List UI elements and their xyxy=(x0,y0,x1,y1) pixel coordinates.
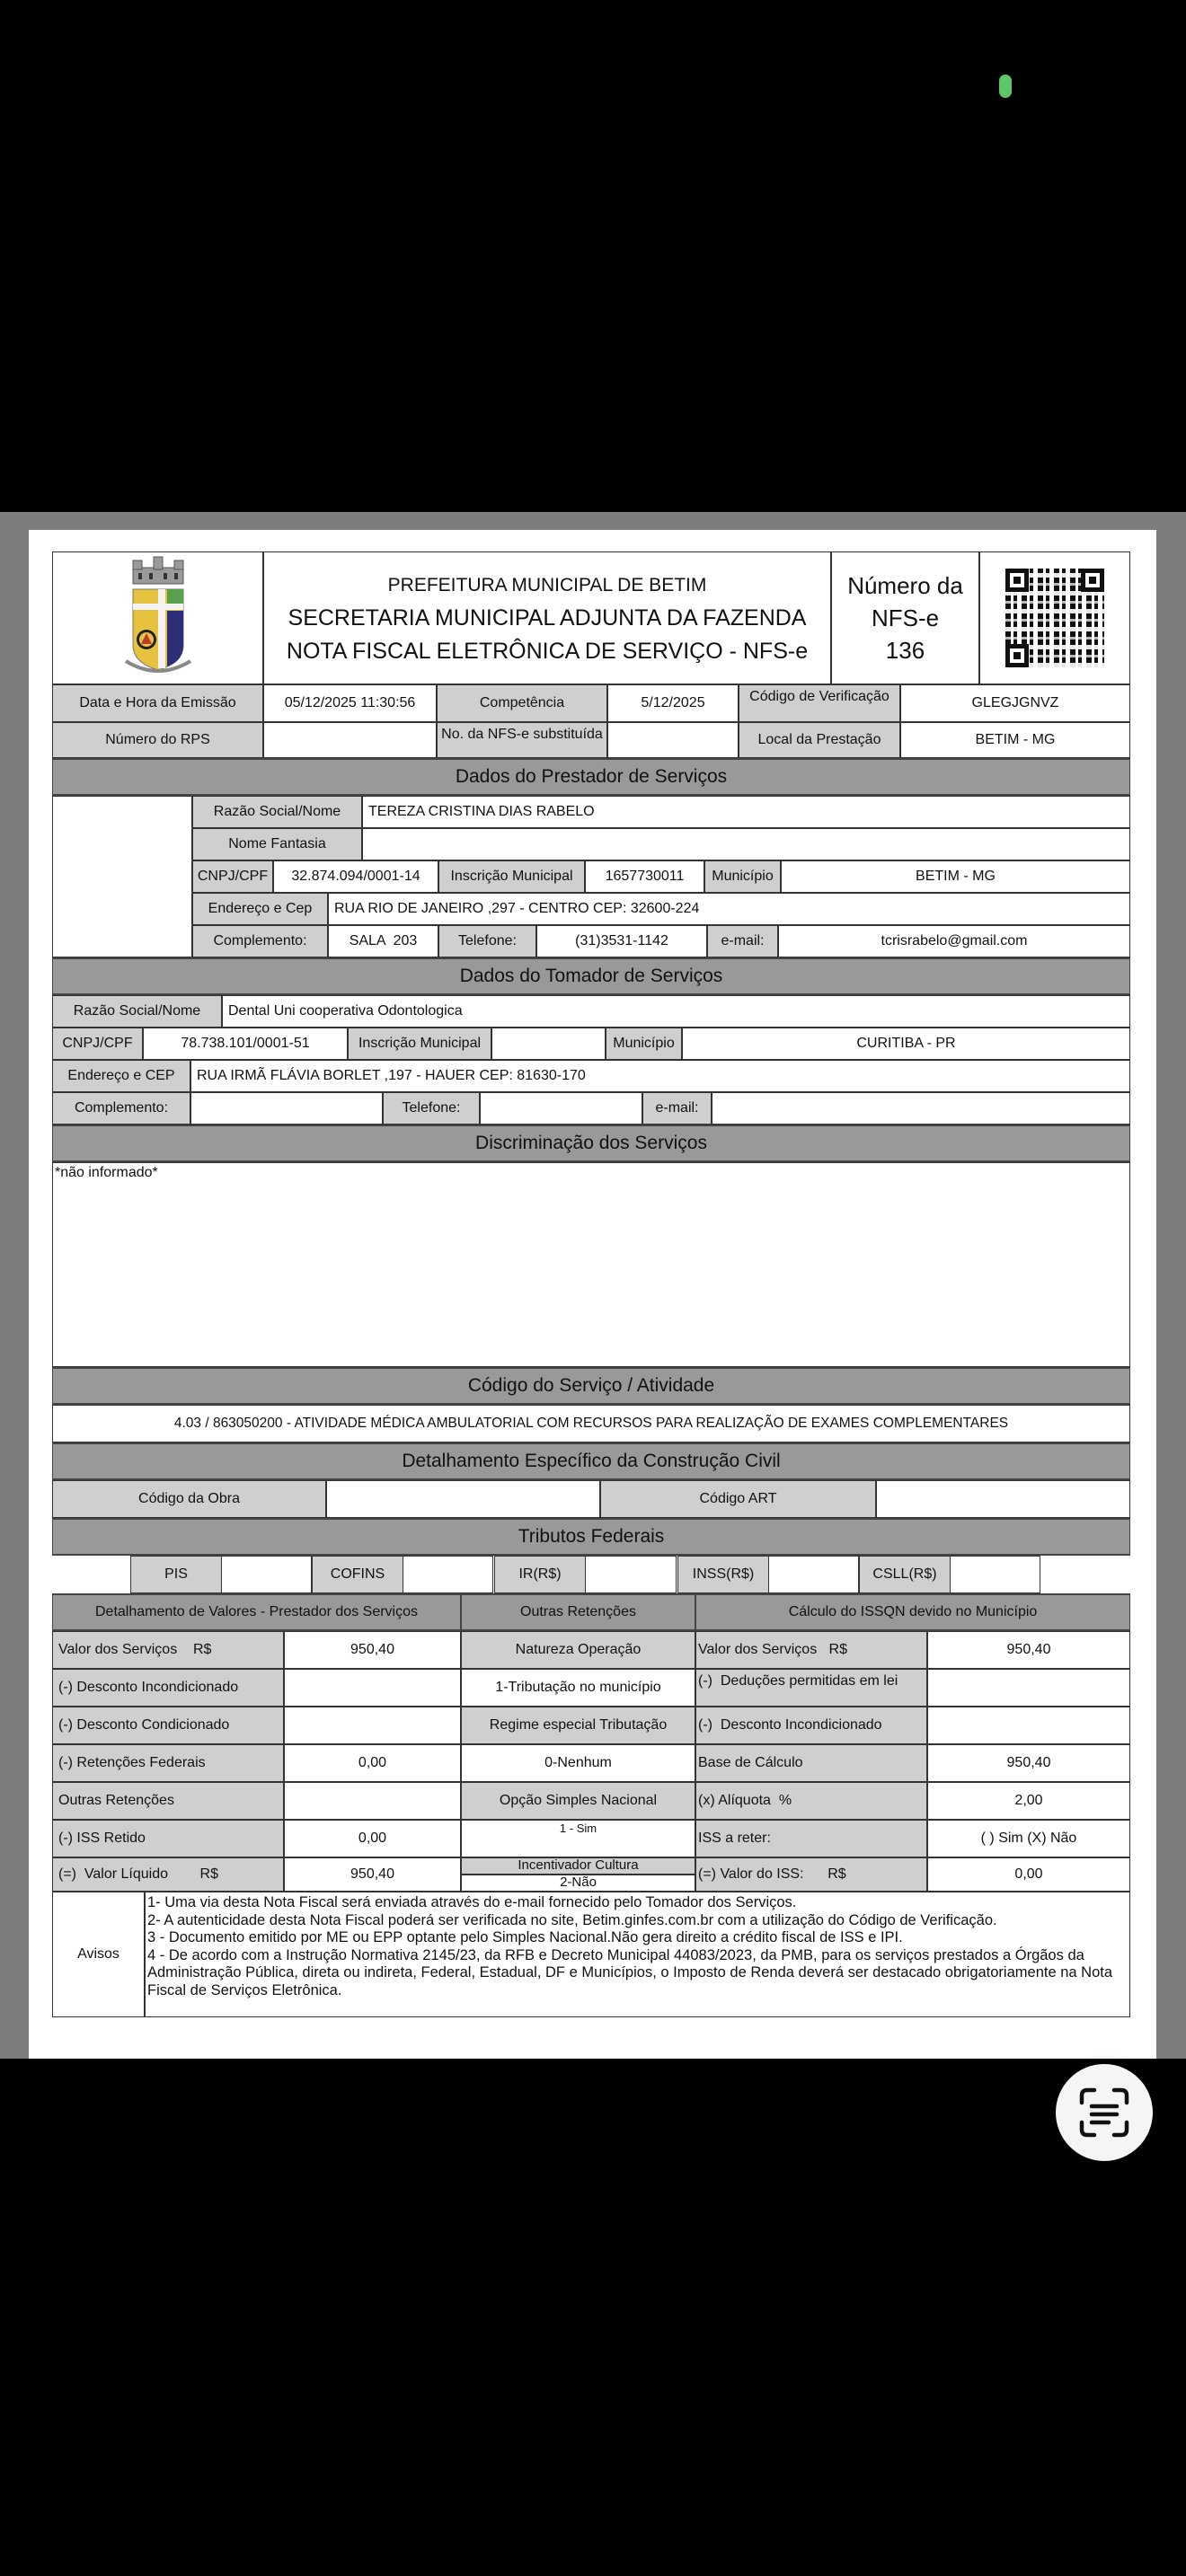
natureza-label: Natureza Operação xyxy=(461,1631,695,1669)
nfse-number-value: 136 xyxy=(885,637,925,664)
prestador-telefone-label: Telefone: xyxy=(438,925,536,957)
discriminacao-section-title: Discriminação dos Serviços xyxy=(52,1125,1130,1162)
issqn-desconto-label: (-) Desconto Incondicionado xyxy=(695,1707,927,1744)
local-label: Local da Prestação xyxy=(739,722,900,758)
prestador-email-label: e-mail: xyxy=(707,925,778,957)
codigo-obra-value xyxy=(326,1480,600,1518)
rps-value xyxy=(263,722,437,758)
simples-label: Opção Simples Nacional xyxy=(461,1782,695,1820)
desconto-condicionado-value xyxy=(284,1707,461,1744)
natureza-value: 1-Tributação no município xyxy=(461,1669,695,1707)
valor-liquido-label: (=) Valor Líquido R$ xyxy=(52,1857,284,1892)
regime-value: 0-Nenhum xyxy=(461,1744,695,1782)
prestador-municipio-value: BETIM - MG xyxy=(781,860,1130,893)
city-coat-of-arms xyxy=(52,551,263,684)
prestador-municipio-label: Município xyxy=(704,860,781,893)
desconto-incondicionado-label: (-) Desconto Incondicionado xyxy=(52,1669,284,1707)
secretaria-title: SECRETARIA MUNICIPAL ADJUNTA DA FAZENDA xyxy=(288,604,807,631)
valores-headers xyxy=(52,1593,1130,1631)
codigo-obra-label: Código da Obra xyxy=(52,1480,326,1518)
retencoes-federais-label: (-) Retenções Federais xyxy=(52,1744,284,1782)
prestador-block xyxy=(52,796,1130,957)
outras-retencoes-value xyxy=(284,1782,461,1820)
servico-description: 4.03 / 863050200 - ATIVIDADE MÉDICA AMBULATORIAL COM RECURSOS PARA REALIZAÇÃO DE EXAMES COMPLEMENTARES xyxy=(52,1405,1130,1442)
inss-label: INSS(R$) xyxy=(677,1556,769,1593)
tomador-razao-value: Dental Uni cooperativa Odontologica xyxy=(222,995,1130,1028)
tomador-complemento-value xyxy=(190,1092,383,1125)
tomador-complemento-label: Complemento: xyxy=(52,1092,190,1125)
local-value: BETIM - MG xyxy=(900,722,1130,758)
tomador-cnpj-label: CNPJ/CPF xyxy=(52,1028,143,1060)
prestador-cnpj-label: CNPJ/CPF xyxy=(192,860,273,893)
tomador-telefone-value xyxy=(480,1092,642,1125)
inss-value xyxy=(769,1556,859,1593)
prestador-endereco-value: RUA RIO DE JANEIRO ,297 - CENTRO CEP: 32600-224 xyxy=(328,893,1130,925)
prestador-telefone-value: (31)3531-1142 xyxy=(536,925,707,957)
competencia-label: Competência xyxy=(437,684,607,722)
document-type-title: NOTA FISCAL ELETRÔNICA DE SERVIÇO - NFS-e xyxy=(286,638,809,664)
aviso-1: 1- Uma via desta Nota Fiscal será enviada através do e-mail fornecido pelo Tomador dos Serviços. xyxy=(147,1894,797,1910)
avisos-label: Avisos xyxy=(52,1892,145,2017)
aviso-3: 3 - Documento emitido por ME ou EPP optante pelo Simples Nacional.Não gera direito a crédito fiscal de ISS e IPI. xyxy=(147,1929,903,1945)
tomador-razao-label: Razão Social/Nome xyxy=(52,995,222,1028)
valor-liquido-value: 950,40 xyxy=(284,1857,461,1892)
prestador-inscricao-value: 1657730011 xyxy=(585,860,704,893)
simples-value: 1 - Sim xyxy=(461,1820,695,1857)
prestador-logo-area xyxy=(52,796,192,957)
valor-iss-label: (=) Valor do ISS: R$ xyxy=(695,1857,927,1892)
prestador-cnpj-value: 32.874.094/0001-14 xyxy=(273,860,438,893)
rps-label: Número do RPS xyxy=(52,722,263,758)
valores-body xyxy=(52,1631,1130,1892)
substituida-value xyxy=(607,722,739,758)
deducoes-value xyxy=(927,1669,1130,1707)
cultura-value: 2-Não xyxy=(461,1875,695,1892)
desconto-condicionado-label: (-) Desconto Condicionado xyxy=(52,1707,284,1744)
tomador-municipio-label: Município xyxy=(606,1028,682,1060)
verificacao-value: GLEGJGNVZ xyxy=(900,684,1130,722)
tomador-cnpj-value: 78.738.101/0001-51 xyxy=(143,1028,348,1060)
issqn-desconto-value xyxy=(927,1707,1130,1744)
coat-of-arms-icon xyxy=(113,555,203,681)
tomador-telefone-label: Telefone: xyxy=(383,1092,480,1125)
nfse-document xyxy=(52,551,1130,2017)
deducoes-label: (-) Deduções permitidas em lei xyxy=(695,1669,927,1707)
tomador-inscricao-label: Inscrição Municipal xyxy=(348,1028,491,1060)
issuer-title-block xyxy=(263,551,831,684)
prestador-complemento-value: SALA 203 xyxy=(328,925,438,957)
cultura-label: Incentivador Cultura xyxy=(461,1857,695,1875)
prestador-complemento-label: Complemento: xyxy=(192,925,328,957)
tomador-endereco-value: RUA IRMÃ FLÁVIA BORLET ,197 - HAUER CEP: 81630-170 xyxy=(190,1060,1130,1092)
avisos-text xyxy=(145,1892,1130,2017)
prefeitura-title: PREFEITURA MUNICIPAL DE BETIM xyxy=(387,574,707,595)
desconto-incondicionado-value xyxy=(284,1669,461,1707)
issqn-valor-servicos-value: 950,40 xyxy=(927,1631,1130,1669)
prestador-endereco-label: Endereço e Cep xyxy=(192,893,328,925)
issqn-valor-servicos-label: Valor dos Serviços R$ xyxy=(695,1631,927,1669)
prestador-fantasia-value xyxy=(362,828,1130,860)
aliquota-value: 2,00 xyxy=(927,1782,1130,1820)
tributos-section-title: Tributos Federais xyxy=(52,1518,1130,1556)
live-text-scan-button[interactable] xyxy=(1056,2064,1153,2161)
base-calculo-value: 950,40 xyxy=(927,1744,1130,1782)
aviso-2: 2- A autenticidade desta Nota Fiscal poderá ser verificada no site, Betim.ginfes.com.br com a utilização do Código de Verificação. xyxy=(147,1911,997,1928)
prestador-email-value: tcrisrabelo@gmail.com xyxy=(778,925,1130,957)
prestador-razao-label: Razão Social/Nome xyxy=(192,796,362,828)
cofins-label: COFINS xyxy=(312,1556,403,1593)
valor-servicos-value: 950,40 xyxy=(284,1631,461,1669)
info-row-2 xyxy=(52,722,1130,758)
outras-retencoes-label: Outras Retenções xyxy=(52,1782,284,1820)
servico-section-title: Código do Serviço / Atividade xyxy=(52,1367,1130,1405)
tomador-section-title: Dados do Tomador de Serviços xyxy=(52,957,1130,995)
prestador-inscricao-label: Inscrição Municipal xyxy=(438,860,585,893)
valor-servicos-label: Valor dos Serviços R$ xyxy=(52,1631,284,1669)
nfse-number-label-1: Número da xyxy=(847,572,963,599)
ir-value xyxy=(586,1556,677,1593)
info-row-1 xyxy=(52,684,1130,722)
discriminacao-text: *não informado* xyxy=(52,1162,1130,1367)
emissao-value: 05/12/2025 11:30:56 xyxy=(263,684,437,722)
pis-label: PIS xyxy=(130,1556,222,1593)
verificacao-label: Código de Verificação xyxy=(739,684,900,722)
tomador-email-value xyxy=(712,1092,1130,1125)
valor-iss-value: 0,00 xyxy=(927,1857,1130,1892)
retencoes-federais-value: 0,00 xyxy=(284,1744,461,1782)
outras-section-title: Outras Retenções xyxy=(461,1593,695,1631)
tomador-municipio-value: CURITIBA - PR xyxy=(682,1028,1130,1060)
base-calculo-label: Base de Cálculo xyxy=(695,1744,927,1782)
aviso-4: 4 - De acordo com a Instrução Normativa 2145/23, da RFB e Decreto Municipal 44083/2023, da PMB, para os serviços prestados a Órgãos da Administração Pública, direta ou indireta, Federal, Estadual, DF e Municípios, o Imposto de Renda deverá ser destacado obrigatoriamente na Nota Fiscal de Serviços Eletrônica. xyxy=(147,1946,1113,1998)
codigo-art-label: Código ART xyxy=(600,1480,876,1518)
codigo-art-value xyxy=(876,1480,1130,1518)
prestador-razao-value: TEREZA CRISTINA DIAS RABELO xyxy=(362,796,1130,828)
valores-section-title: Detalhamento de Valores - Prestador dos Serviços xyxy=(52,1593,461,1631)
qr-code-icon[interactable] xyxy=(1005,569,1104,667)
prestador-fantasia-label: Nome Fantasia xyxy=(192,828,362,860)
aliquota-label: (x) Alíquota % xyxy=(695,1782,927,1820)
prestador-section-title: Dados do Prestador de Serviços xyxy=(52,758,1130,796)
tomador-inscricao-value xyxy=(491,1028,606,1060)
csll-value xyxy=(951,1556,1040,1593)
iss-reter-value: ( ) Sim (X) Não xyxy=(927,1820,1130,1857)
iss-retido-label: (-) ISS Retido xyxy=(52,1820,284,1857)
nfse-number-box xyxy=(831,551,979,684)
camera-in-use-indicator xyxy=(999,75,1012,98)
csll-label: CSLL(R$) xyxy=(859,1556,951,1593)
iss-reter-label: ISS a reter: xyxy=(695,1820,927,1857)
issqn-section-title: Cálculo do ISSQN devido no Município xyxy=(695,1593,1130,1631)
avisos-block xyxy=(52,1892,1130,2017)
competencia-value: 5/12/2025 xyxy=(607,684,739,722)
qr-code-box xyxy=(979,551,1130,684)
ir-label: IR(R$) xyxy=(494,1556,586,1593)
pis-value xyxy=(222,1556,312,1593)
tomador-email-label: e-mail: xyxy=(642,1092,712,1125)
document-header xyxy=(52,551,1130,684)
iss-retido-value: 0,00 xyxy=(284,1820,461,1857)
tributos-row xyxy=(52,1556,1130,1593)
live-text-scan-icon xyxy=(1076,2085,1132,2140)
emissao-label: Data e Hora da Emissão xyxy=(52,684,263,722)
cofins-value xyxy=(403,1556,493,1593)
regime-label: Regime especial Tributação xyxy=(461,1707,695,1744)
construcao-section-title: Detalhamento Específico da Construção Civil xyxy=(52,1442,1130,1480)
tomador-endereco-label: Endereço e CEP xyxy=(52,1060,190,1092)
nfse-number-label-2: NFS-e xyxy=(871,604,940,631)
substituida-label: No. da NFS-e substituída xyxy=(437,722,607,758)
